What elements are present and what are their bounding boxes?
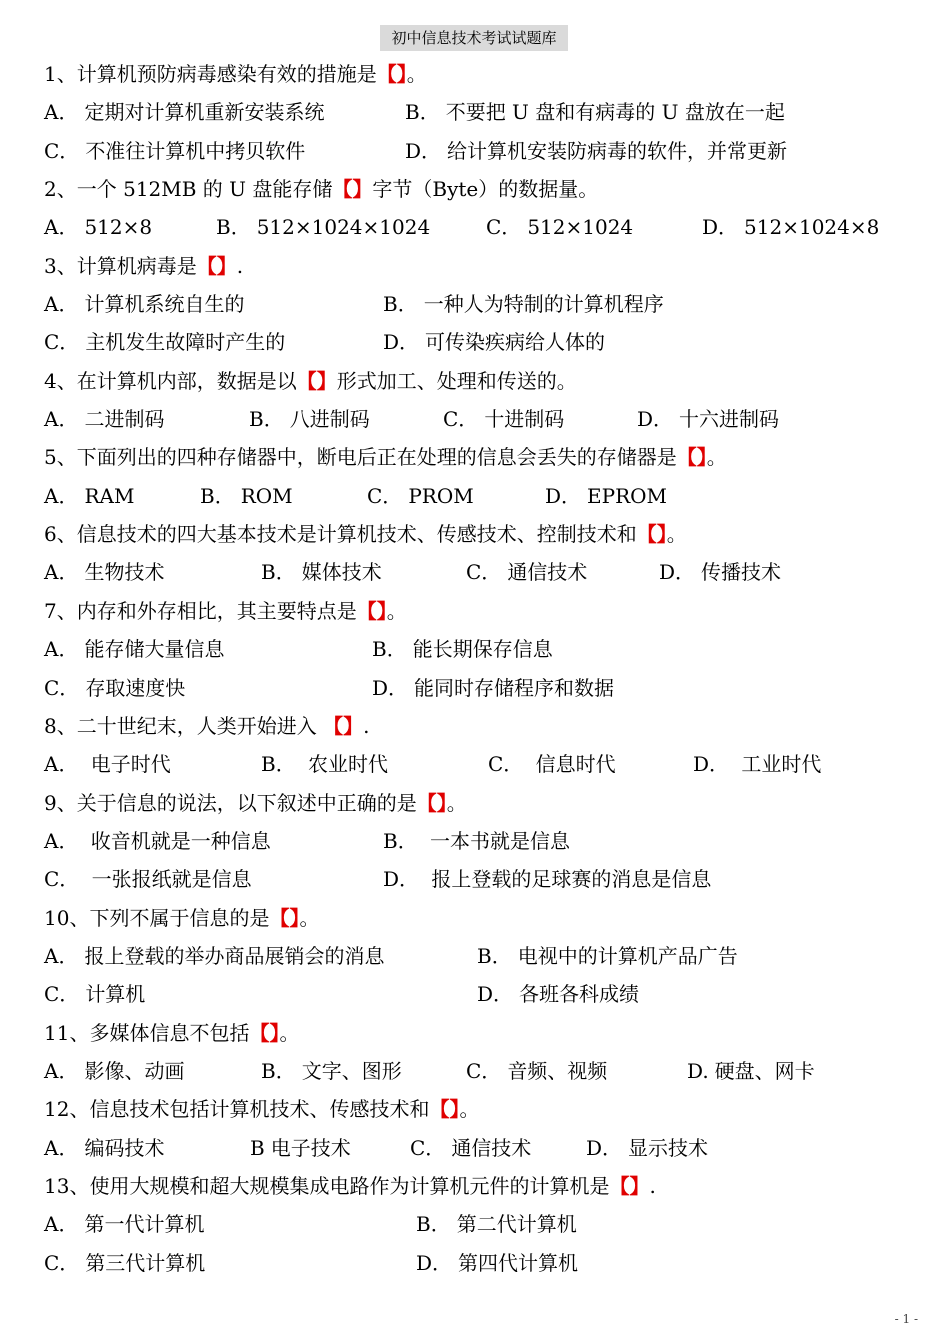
option bbox=[443, 403, 564, 432]
option-label: B． bbox=[261, 752, 296, 777]
option-text: 可传染疾病给人体的 bbox=[425, 330, 606, 355]
option bbox=[44, 748, 171, 777]
option bbox=[488, 748, 616, 777]
option bbox=[44, 211, 152, 240]
options-row bbox=[0, 820, 950, 858]
question-stem bbox=[0, 53, 950, 91]
option bbox=[486, 211, 633, 240]
question-stem bbox=[0, 513, 950, 551]
option bbox=[383, 863, 711, 892]
option-label: B． bbox=[200, 483, 235, 508]
option-text: 农业时代 bbox=[301, 752, 389, 777]
option-label: A． bbox=[44, 407, 79, 432]
option bbox=[372, 672, 614, 701]
option-text: 传播技术 bbox=[701, 560, 782, 585]
option-label: D． bbox=[693, 752, 730, 777]
answer-blank: 【】 bbox=[323, 713, 364, 738]
question-text-before-blank: 关于信息的说法，以下叙述中正确的是 bbox=[76, 790, 417, 815]
option-label: D． bbox=[586, 1135, 623, 1160]
question-text-before-blank: 信息技术的四大基本技术是计算机技术、传感技术、控制技术和 bbox=[76, 522, 637, 547]
question-list bbox=[0, 53, 950, 1280]
option-label: A． bbox=[44, 292, 79, 317]
option-label: D． bbox=[702, 215, 739, 240]
number-separator: 、 bbox=[69, 1020, 90, 1045]
option-label: D． bbox=[477, 982, 514, 1007]
question-text bbox=[44, 1093, 479, 1122]
option bbox=[586, 1132, 708, 1161]
option-text: 生物技术 bbox=[84, 560, 165, 585]
option-text: 主机发生故障时产生的 bbox=[85, 330, 286, 355]
question-text bbox=[44, 173, 598, 202]
option-text: 不准往计算机中拷贝软件 bbox=[85, 138, 306, 163]
page-number: - 1 - bbox=[894, 1312, 918, 1326]
question-text-before-blank: 信息技术包括计算机技术、传感技术和 bbox=[89, 1097, 430, 1122]
question-text bbox=[44, 1170, 656, 1199]
option bbox=[44, 288, 244, 317]
option-text: 512×1024×8 bbox=[744, 215, 880, 240]
option bbox=[44, 825, 271, 854]
question-number: 12 bbox=[44, 1097, 70, 1122]
option-text: 通信技术 bbox=[451, 1135, 532, 1160]
option bbox=[410, 1132, 531, 1161]
question-text-before-blank: 内存和外存相比，其主要特点是 bbox=[76, 598, 357, 623]
question-text-before-blank: 多媒体信息不包括 bbox=[89, 1020, 250, 1045]
option-label: C． bbox=[44, 982, 80, 1007]
option-text: 电视中的计算机产品广告 bbox=[517, 943, 738, 968]
option-label: C． bbox=[466, 1058, 502, 1083]
option-text: 第三代计算机 bbox=[85, 1250, 206, 1275]
option-label: B． bbox=[383, 828, 418, 853]
option bbox=[383, 326, 605, 355]
question-text-after-blank: 形式加工、处理和传送的。 bbox=[336, 368, 577, 393]
option bbox=[466, 556, 587, 585]
option-text: 电子技术 bbox=[270, 1135, 351, 1160]
question-text-after-blank: 。 bbox=[706, 445, 727, 470]
question-text-after-blank: . bbox=[649, 1173, 656, 1198]
option-text: 一种人为特制的计算机程序 bbox=[423, 292, 664, 317]
option-label: B． bbox=[261, 1058, 296, 1083]
option-label: A． bbox=[44, 752, 79, 777]
option bbox=[367, 480, 474, 509]
option-text: 第二代计算机 bbox=[456, 1212, 577, 1237]
option-label: C． bbox=[44, 1250, 80, 1275]
options-row bbox=[0, 283, 950, 321]
option-label: D． bbox=[416, 1250, 453, 1275]
question-text-after-blank: . bbox=[236, 253, 244, 278]
option-label: D． bbox=[405, 138, 442, 163]
option-text: 第一代计算机 bbox=[84, 1212, 205, 1237]
option-text: 报上登载的足球赛的消息是信息 bbox=[425, 867, 712, 892]
option-label: D. bbox=[687, 1058, 709, 1083]
option-label: A． bbox=[44, 943, 79, 968]
option-text: 硬盘、网卡 bbox=[714, 1058, 815, 1083]
option bbox=[416, 1208, 577, 1237]
options-row bbox=[0, 858, 950, 896]
question-text-before-blank: 计算机病毒是 bbox=[76, 253, 197, 278]
option bbox=[44, 633, 224, 662]
answer-blank: 【】 bbox=[196, 253, 237, 278]
question-stem bbox=[0, 1165, 950, 1203]
option-text: 十六进制码 bbox=[679, 407, 780, 432]
answer-blank: 【】 bbox=[676, 445, 707, 470]
option-text: 工业时代 bbox=[735, 752, 822, 777]
question-number: 1 bbox=[44, 62, 57, 86]
question-text-before-blank: 下列不属于信息的是 bbox=[89, 905, 270, 930]
option-text: 定期对计算机重新安装系统 bbox=[84, 100, 325, 125]
answer-blank: 【】 bbox=[296, 368, 337, 393]
option bbox=[44, 556, 164, 585]
option-label: C． bbox=[410, 1135, 446, 1160]
option-text: 收音机就是一种信息 bbox=[84, 828, 271, 853]
option bbox=[44, 1208, 204, 1237]
option bbox=[44, 978, 145, 1007]
option-text: 影像、动画 bbox=[84, 1058, 185, 1083]
option bbox=[44, 1247, 205, 1276]
question-number: 8 bbox=[44, 713, 57, 738]
answer-blank: 【】 bbox=[269, 905, 300, 930]
option-label: C． bbox=[466, 560, 502, 585]
option-label: B． bbox=[261, 560, 296, 585]
answer-blank: 【】 bbox=[429, 1097, 460, 1122]
option bbox=[44, 1132, 164, 1161]
question-number: 6 bbox=[44, 522, 57, 547]
number-separator: 、 bbox=[56, 522, 77, 547]
question-text bbox=[44, 710, 369, 739]
option-label: A． bbox=[44, 1212, 79, 1237]
option-text: 报上登载的举办商品展销会的消息 bbox=[84, 943, 385, 968]
question-text-before-blank: 使用大规模和超大规模集成电路作为计算机元件的计算机是 bbox=[89, 1173, 610, 1198]
option-label: B． bbox=[249, 407, 284, 432]
option-label: A． bbox=[44, 215, 79, 240]
options-row bbox=[0, 743, 950, 781]
question-text bbox=[44, 902, 319, 931]
option-text: 信息时代 bbox=[529, 752, 616, 777]
option bbox=[249, 403, 370, 432]
option bbox=[44, 672, 185, 701]
option-label: C． bbox=[44, 867, 80, 892]
question-stem bbox=[0, 590, 950, 628]
option bbox=[44, 1055, 184, 1084]
question-text-after-blank: 。 bbox=[446, 790, 467, 815]
option-text: 存取速度快 bbox=[85, 675, 186, 700]
options-row bbox=[0, 551, 950, 589]
option-label: B． bbox=[372, 637, 407, 662]
question-text bbox=[44, 1017, 299, 1046]
number-separator: 、 bbox=[56, 368, 77, 393]
option-label: A． bbox=[44, 100, 79, 125]
options-row bbox=[0, 206, 950, 244]
question-number: 3 bbox=[44, 253, 57, 278]
question-number: 5 bbox=[44, 445, 57, 470]
option-text: 给计算机安装防病毒的软件，并常更新 bbox=[447, 138, 788, 163]
options-row bbox=[0, 130, 950, 168]
option-text: 能长期保存信息 bbox=[412, 637, 553, 662]
option bbox=[383, 288, 664, 317]
option bbox=[477, 940, 738, 969]
question-text bbox=[44, 441, 727, 470]
option-text: 计算机系统自生的 bbox=[84, 292, 245, 317]
option bbox=[44, 940, 384, 969]
number-separator: 、 bbox=[69, 905, 90, 930]
option bbox=[250, 1132, 351, 1161]
option-text: 各班各科成绩 bbox=[519, 982, 640, 1007]
option-label: A． bbox=[44, 828, 79, 853]
question-stem bbox=[0, 1012, 950, 1050]
question-text-before-blank: 在计算机内部，数据是以 bbox=[76, 368, 297, 393]
option-label: A． bbox=[44, 1135, 79, 1160]
number-separator: 、 bbox=[56, 445, 77, 470]
option-text: 八进制码 bbox=[289, 407, 370, 432]
question-text-before-blank: 下面列出的四种存储器中，断电后正在处理的信息会丢失的存储器是 bbox=[76, 445, 677, 470]
question-stem bbox=[0, 705, 950, 743]
question-text-before-blank: 二十世纪末，人类开始进入 bbox=[76, 713, 324, 738]
option bbox=[261, 748, 388, 777]
option bbox=[383, 825, 570, 854]
options-row bbox=[0, 1127, 950, 1165]
question-number: 4 bbox=[44, 368, 57, 393]
question-number: 2 bbox=[44, 177, 57, 202]
question-stem bbox=[0, 897, 950, 935]
option bbox=[261, 556, 382, 585]
option-text: 512×1024×1024 bbox=[256, 215, 431, 240]
options-row bbox=[0, 398, 950, 436]
option bbox=[477, 978, 639, 1007]
option bbox=[44, 135, 305, 164]
option-text: EPROM bbox=[587, 483, 668, 508]
question-number: 10 bbox=[44, 905, 70, 930]
option-label: D． bbox=[637, 407, 674, 432]
question-text-after-blank: 。 bbox=[459, 1097, 480, 1122]
question-number: 7 bbox=[44, 598, 57, 623]
question-text-before-blank: 一个 512MB 的 U 盘能存储 bbox=[76, 177, 333, 202]
question-stem bbox=[0, 168, 950, 206]
answer-blank: 【】 bbox=[249, 1020, 280, 1045]
answer-blank: 【】 bbox=[376, 62, 407, 86]
option-label: D． bbox=[383, 330, 420, 355]
options-row bbox=[0, 1050, 950, 1088]
option bbox=[44, 863, 252, 892]
number-separator: 、 bbox=[56, 177, 77, 202]
option-text: PROM bbox=[408, 483, 474, 508]
question-stem bbox=[0, 782, 950, 820]
option-label: B． bbox=[405, 100, 440, 125]
number-separator: 、 bbox=[56, 598, 77, 623]
option-text: 媒体技术 bbox=[301, 560, 382, 585]
options-row bbox=[0, 973, 950, 1011]
option-label: B． bbox=[216, 215, 251, 240]
number-separator: 、 bbox=[56, 713, 77, 738]
option-text: 十进制码 bbox=[484, 407, 565, 432]
option bbox=[466, 1055, 607, 1084]
option-text: ROM bbox=[240, 483, 293, 508]
question-text-after-blank: . bbox=[363, 713, 370, 738]
number-separator: 、 bbox=[56, 790, 77, 815]
question-stem bbox=[0, 360, 950, 398]
option bbox=[44, 403, 164, 432]
option bbox=[44, 96, 324, 125]
question-text-after-blank: 。 bbox=[299, 905, 320, 930]
options-row bbox=[0, 667, 950, 705]
option-label: B bbox=[250, 1135, 265, 1160]
option-label: C． bbox=[486, 215, 522, 240]
number-separator: 、 bbox=[56, 62, 77, 86]
question-text bbox=[44, 518, 687, 547]
option-label: A． bbox=[44, 560, 79, 585]
option bbox=[44, 326, 285, 355]
options-row bbox=[0, 1203, 950, 1241]
option-text: 一本书就是信息 bbox=[423, 828, 571, 853]
option bbox=[659, 556, 781, 585]
question-text bbox=[44, 595, 407, 624]
option-text: 电子时代 bbox=[84, 752, 171, 777]
question-number: 13 bbox=[44, 1173, 70, 1198]
option bbox=[702, 211, 879, 240]
answer-blank: 【】 bbox=[416, 790, 447, 815]
question-text bbox=[44, 58, 427, 87]
option-text: 512×8 bbox=[84, 215, 153, 240]
question-text-before-blank: 计算机预防病毒感染有效的措施是 bbox=[76, 62, 377, 86]
answer-blank: 【】 bbox=[332, 177, 373, 202]
option-label: B． bbox=[477, 943, 512, 968]
number-separator: 、 bbox=[69, 1097, 90, 1122]
question-text-after-blank: 。 bbox=[279, 1020, 300, 1045]
option-label: B． bbox=[416, 1212, 451, 1237]
option-text: 通信技术 bbox=[507, 560, 588, 585]
option bbox=[405, 96, 785, 125]
option bbox=[637, 403, 779, 432]
option bbox=[216, 211, 430, 240]
option-text: 能存储大量信息 bbox=[84, 637, 225, 662]
option-text: 不要把 U 盘和有病毒的 U 盘放在一起 bbox=[445, 100, 785, 125]
question-number: 11 bbox=[44, 1020, 70, 1045]
option-text: 显示技术 bbox=[628, 1135, 709, 1160]
option bbox=[693, 748, 821, 777]
question-text bbox=[44, 250, 243, 279]
options-row bbox=[0, 1242, 950, 1280]
option-label: C． bbox=[44, 138, 80, 163]
answer-blank: 【】 bbox=[636, 522, 667, 547]
option-label: A． bbox=[44, 637, 79, 662]
question-text-after-blank: 字节（Byte）的数据量。 bbox=[372, 177, 599, 202]
option bbox=[261, 1055, 402, 1084]
option bbox=[545, 480, 667, 509]
option bbox=[44, 480, 134, 509]
question-number: 9 bbox=[44, 790, 57, 815]
question-stem bbox=[0, 1088, 950, 1126]
question-stem bbox=[0, 436, 950, 474]
number-separator: 、 bbox=[56, 253, 77, 278]
option-label: D． bbox=[545, 483, 582, 508]
option bbox=[200, 480, 293, 509]
option-text: 第四代计算机 bbox=[458, 1250, 579, 1275]
question-text-after-blank: 。 bbox=[406, 62, 427, 86]
option-text: 音频、视频 bbox=[507, 1058, 608, 1083]
option bbox=[405, 135, 787, 164]
option-label: B． bbox=[383, 292, 418, 317]
options-row bbox=[0, 935, 950, 973]
options-row bbox=[0, 91, 950, 129]
option-text: 512×1024 bbox=[527, 215, 634, 240]
question-stem bbox=[0, 245, 950, 283]
options-row bbox=[0, 475, 950, 513]
option-label: D． bbox=[372, 675, 409, 700]
option-text: 能同时存储程序和数据 bbox=[414, 675, 615, 700]
options-row bbox=[0, 321, 950, 359]
option-label: C． bbox=[44, 675, 80, 700]
question-text-after-blank: 。 bbox=[666, 522, 687, 547]
options-row bbox=[0, 628, 950, 666]
option-label: C． bbox=[44, 330, 80, 355]
document-header: 初中信息技术考试试题库 bbox=[380, 25, 568, 51]
option-label: C． bbox=[367, 483, 403, 508]
option-text: 二进制码 bbox=[84, 407, 165, 432]
option-text: 文字、图形 bbox=[301, 1058, 402, 1083]
option-label: C． bbox=[488, 752, 524, 777]
option bbox=[687, 1055, 815, 1084]
option-text: 一张报纸就是信息 bbox=[85, 867, 252, 892]
option bbox=[372, 633, 553, 662]
option-text: RAM bbox=[84, 483, 135, 508]
option bbox=[416, 1247, 578, 1276]
number-separator: 、 bbox=[69, 1173, 90, 1198]
option-label: D． bbox=[659, 560, 696, 585]
answer-blank: 【】 bbox=[609, 1173, 650, 1198]
question-text bbox=[44, 787, 467, 816]
option-text: 计算机 bbox=[85, 982, 146, 1007]
option-text: 编码技术 bbox=[84, 1135, 165, 1160]
option-label: A． bbox=[44, 1058, 79, 1083]
option-label: A． bbox=[44, 483, 79, 508]
question-text bbox=[44, 365, 577, 394]
answer-blank: 【】 bbox=[356, 598, 387, 623]
option-label: D． bbox=[383, 867, 420, 892]
option-label: C． bbox=[443, 407, 479, 432]
question-text-after-blank: 。 bbox=[386, 598, 407, 623]
